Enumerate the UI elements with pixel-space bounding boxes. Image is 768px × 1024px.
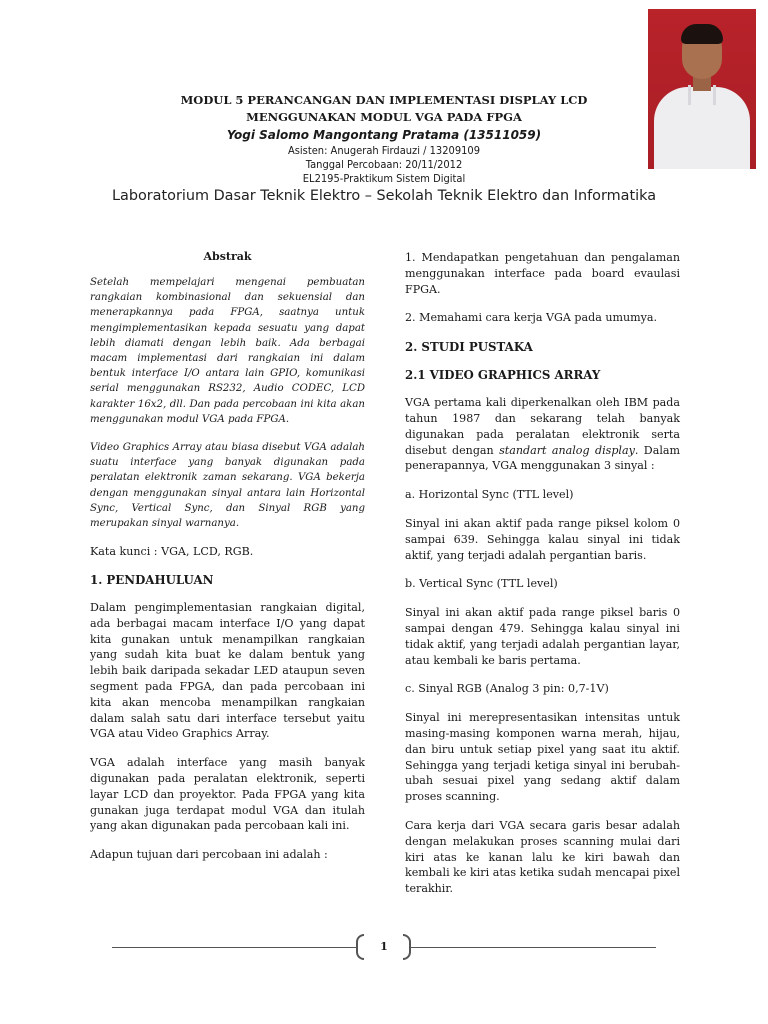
intro-paragraph-2: VGA adalah interface yang masih banyak digunakan pada peralatan elektronik, seperti layar LCD dan proyektor. Pada FPGA yang kita gunakan juga terdapat modul VGA dan itulah yang akan digunakan pada percobaan kali ini.: [90, 756, 365, 833]
vga-paragraph-1-emphasis: standart analog display: [499, 443, 635, 457]
assistant-line: Asisten: Anugerah Firdauzi / 13209109: [287, 144, 481, 157]
vga-paragraph-1: [405, 395, 680, 474]
date-line: Tanggal Percobaan: 20/11/2012: [305, 158, 463, 171]
hsync-description: Sinyal ini akan aktif pada range piksel kolom 0 sampai 639. Sehingga kalau sinyal ini tidak aktif, yang terjadi adalah pergantian baris.: [405, 516, 680, 562]
rgb-description: Sinyal ini merepresentasikan intensitas untuk masing-masing komponen warna merah, hijau, dan biru untuk setiap pixel yang saat itu aktif. Sehingga yang terjadi ketiga sinyal ini berubah-ubah sesuai pixel yang sedang aktif dalam proses scanning.: [405, 711, 680, 804]
intro-paragraph-3: Adapun tujuan dari percobaan ini adalah :: [90, 848, 328, 862]
course-line: EL2195-Praktikum Sistem Digital: [302, 172, 466, 185]
section-1-heading: 1. PENDAHULUAN: [90, 573, 214, 588]
hsync-title: a. Horizontal Sync (TTL level): [405, 488, 574, 502]
vga-paragraph-1-b: . Dalam penerapannya, VGA menggunakan 3 sinyal :: [405, 443, 680, 473]
abstract-paragraph-2: Video Graphics Array atau biasa disebut VGA adalah suatu interface yang banyak digunakan pada peralatan elektronik zaman sekarang. VGA bekerja dengan menggunakan sinyal antara lain Horizontal Sync, Vertical Sync, dan Sinyal RGB yang merupakan sinyal warnanya.: [90, 442, 365, 530]
paper-header: [100, 92, 668, 186]
author-name: Yogi Salomo Mangontang Pratama (13511059): [226, 128, 542, 142]
photo-collar: [688, 85, 716, 105]
rgb-title: c. Sinyal RGB (Analog 3 pin: 0,7-1V): [405, 682, 609, 696]
photo-hair: [681, 24, 723, 44]
vsync-description: Sinyal ini akan aktif pada range piksel baris 0 sampai dengan 479. Sehingga kalau sinyal ini tidak aktif, yang terjadi adalah pergantian layar, atau kembali ke baris pertama.: [405, 606, 680, 667]
intro-paragraph-1: Dalam pengimplementasian rangkaian digital, ada berbagai macam interface I/O yang dapat kita gunakan untuk menampilkan rangkaian yang sudah kita buat ke dalam bentuk yang lebih baik daripada sekadar LED ataupun seven segment pada FPGA, dan pada percobaan ini kita akan mencoba menampilkan rangkaian dalam salah satu dari interface tersebut yaitu VGA atau Video Graphics Array.: [90, 601, 365, 741]
right-column: [405, 250, 680, 910]
keywords: Kata kunci : VGA, LCD, RGB.: [90, 545, 254, 559]
title-line-2: MENGGUNAKAN MODUL VGA PADA FPGA: [246, 110, 522, 124]
abstract-heading: Abstrak: [203, 250, 252, 263]
abstract-paragraph-1: Setelah mempelajari mengenai pembuatan rangkaian kombinasional dan sekuensial dan menerapkannya pada FPGA, saatnya untuk mengimplementasikan kepada sesuatu yang dapat lebih diamati dengan lebih baik. Ada berbagai macam implementasi dari rangkaian ini dalam bentuk interface I/O antara lain GPIO, komunikasi serial menggunakan RS232, Audio CODEC, LCD karakter 16x2, dll. Dan pada percobaan ini kita akan menggunakan modul VGA pada FPGA.: [90, 277, 365, 425]
title-line-1: MODUL 5 PERANCANGAN DAN IMPLEMENTASI DISPLAY LCD: [180, 93, 588, 107]
lab-affiliation: Laboratorium Dasar Teknik Elektro – Sekolah Teknik Elektro dan Informatika: [111, 188, 657, 204]
vsync-title: b. Vertical Sync (TTL level): [405, 577, 558, 591]
footer-bracket-left: [356, 934, 364, 960]
goal-1: 1. Mendapatkan pengetahuan dan pengalaman menggunakan interface pada board evaulasi FPGA.: [405, 251, 680, 296]
goal-2: 2. Memahami cara kerja VGA pada umumya.: [405, 311, 658, 325]
footer-rule-right: [410, 947, 656, 948]
scanning-description: Cara kerja dari VGA secara garis besar adalah dengan melakukan proses scanning mulai dari kiri atas ke kanan lalu ke kiri bawah dan kembali ke kiri atas ketika sudah mencapai pixel terakhir.: [405, 818, 680, 896]
section-2-1-heading: 2.1 VIDEO GRAPHICS ARRAY: [405, 368, 601, 383]
footer-rule-left: [112, 947, 358, 948]
left-column: [90, 250, 365, 876]
page-number: 1: [380, 940, 388, 953]
vga-paragraph-1-a: VGA pertama kali diperkenalkan oleh IBM pada tahun 1987 dan sekarang telah banyak digunakan pada peralatan elektronik serta disebut dengan: [405, 396, 680, 457]
section-2-heading: 2. STUDI PUSTAKA: [405, 340, 533, 355]
